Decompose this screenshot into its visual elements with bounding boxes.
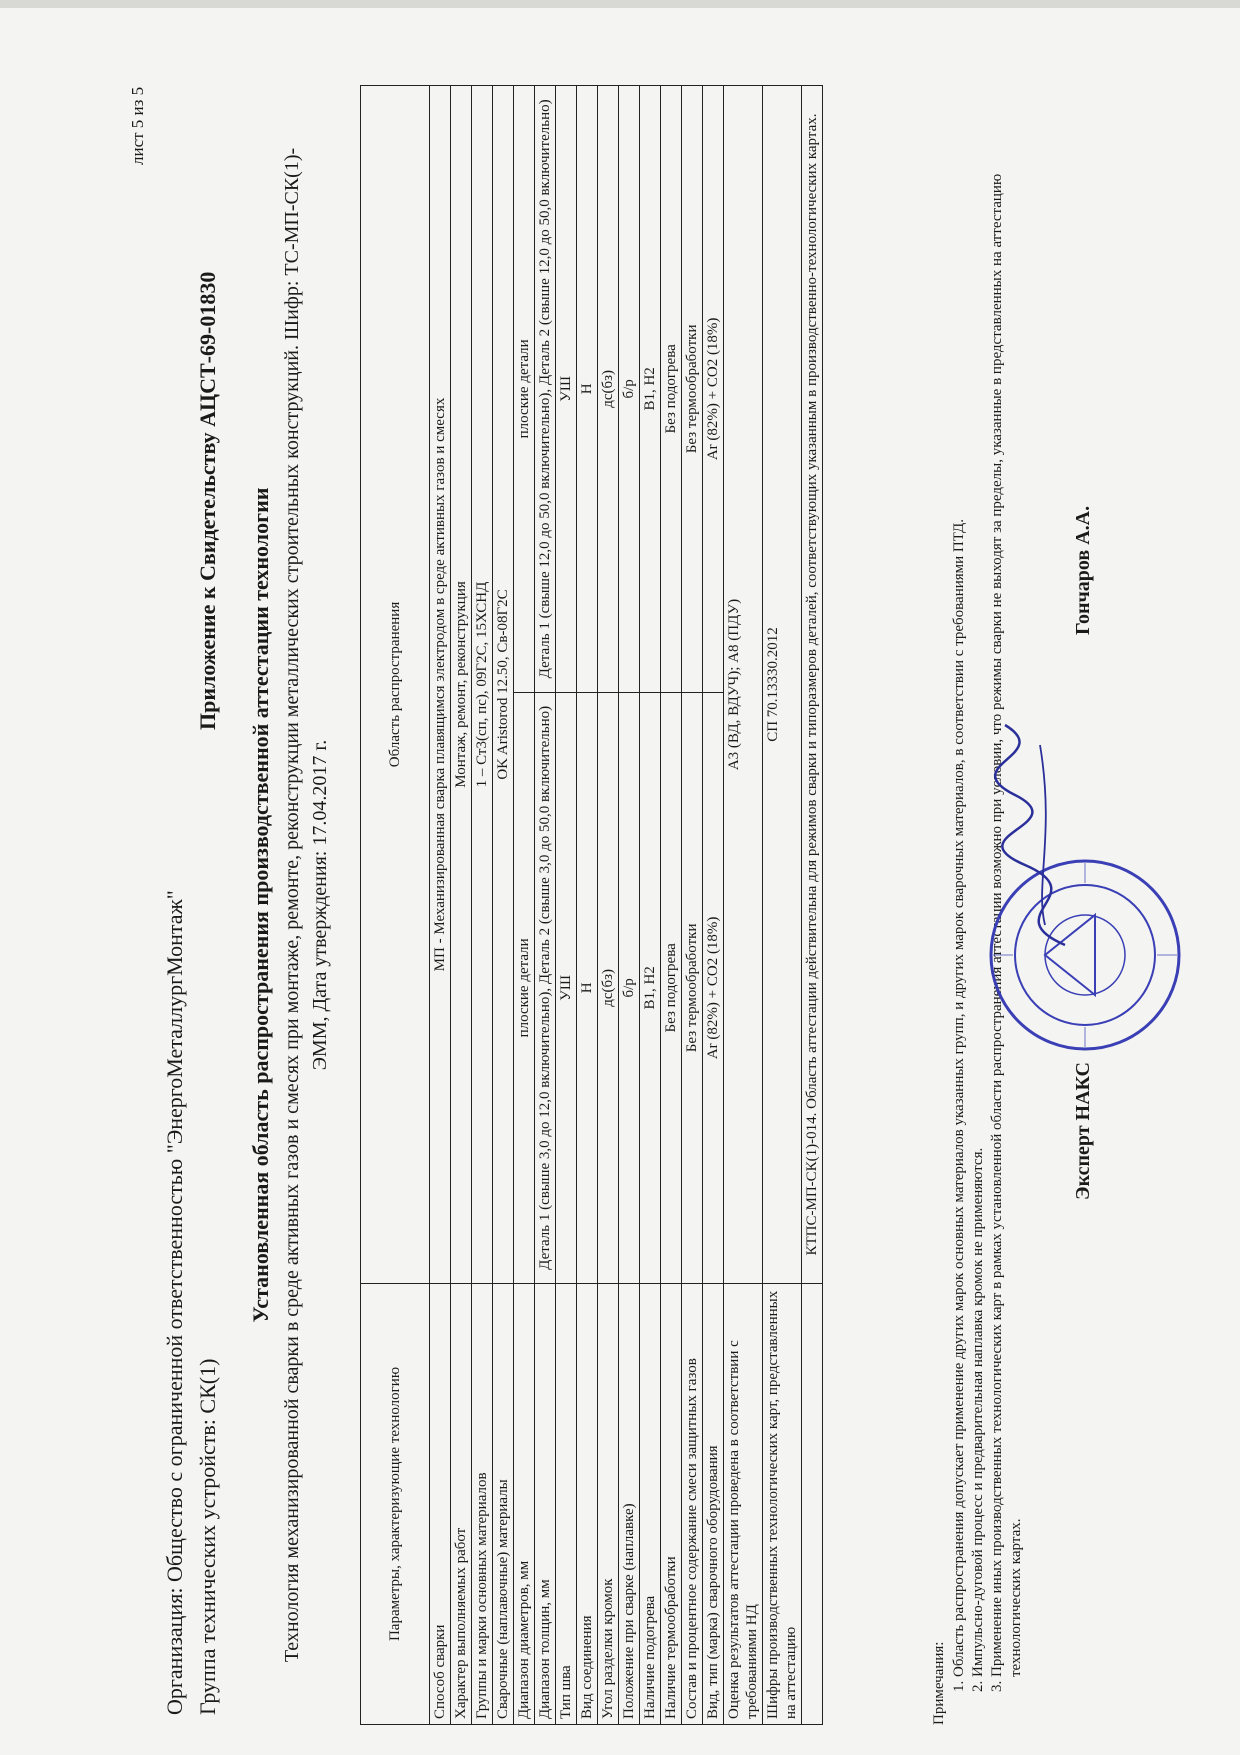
handwritten-signature bbox=[985, 715, 1100, 955]
row-value-left: Без подогрева bbox=[661, 692, 682, 1283]
notes-header: Примечания: bbox=[931, 1641, 947, 1725]
row-param: Тип шва bbox=[556, 1284, 577, 1725]
row-value-left: б/р bbox=[619, 692, 640, 1283]
table-row bbox=[598, 86, 619, 1725]
row-value-right: Без подогрева bbox=[661, 86, 682, 693]
row-param: Состав и процентное содержание смеси защитных газов bbox=[682, 1284, 703, 1725]
row-param: Характер выполняемых работ bbox=[451, 1284, 472, 1725]
row-value-right: В1, Н2 bbox=[640, 86, 661, 693]
table-row bbox=[451, 86, 472, 1725]
row-value: OK Aristorod 12.50, Св-08Г2С bbox=[493, 86, 514, 1284]
table-row bbox=[802, 86, 823, 1725]
row-value-left: Без термообработки bbox=[682, 692, 703, 1283]
row-value-right: дс(бз) bbox=[598, 86, 619, 693]
row-value-right: Деталь 1 (свыше 12,0 до 50,0 включительно), Деталь 2 (свыше 12,0 до 50,0 включительно) bbox=[535, 86, 556, 693]
table-row bbox=[493, 86, 514, 1725]
row-value-left: Деталь 1 (свыше 3,0 до 12,0 включительно), Деталь 2 (свыше 3,0 до 50,0 включительно) bbox=[535, 692, 556, 1283]
row-param: Наличие термообработки bbox=[661, 1284, 682, 1725]
row-param: Вид, тип (марка) сварочного оборудования bbox=[703, 1284, 724, 1725]
row-value-left: УШ bbox=[556, 692, 577, 1283]
row-value-right: б/р bbox=[619, 86, 640, 693]
note-item: 3. Применение иных производственных технологических карт в рамках установленной области распространения аттестации возможно при условии, что режимы сварки не выходят за пределы, указанные в представленных на аттестацию технологических картах. bbox=[988, 85, 1026, 1677]
row-value: СП 70.13330.2012 bbox=[763, 86, 802, 1284]
table-row bbox=[703, 86, 724, 1725]
table-row bbox=[577, 86, 598, 1725]
row-value-left: плоские детали bbox=[514, 692, 535, 1283]
document-subtitle: Технология механизированной сварки в среде активных газов и смесях при монтаже, ремонте, реконструкции металлических строительных конструкций. Шифр: ТС-МП-СК(1)-ЭММ, Дата утверждения: 17.04.2017 г. bbox=[281, 147, 331, 1663]
header-scope: Область распространения bbox=[361, 86, 430, 1284]
row-param: Группы и марки основных материалов bbox=[472, 1284, 493, 1725]
table-row bbox=[619, 86, 640, 1725]
row-value: А3 (ВД, ВДУЧ); А8 (ПДУ) bbox=[724, 86, 763, 1284]
row-value-right: Без термообработки bbox=[682, 86, 703, 693]
table-row bbox=[661, 86, 682, 1725]
row-param: Угол разделки кромок bbox=[598, 1284, 619, 1725]
scan-edge bbox=[0, 0, 1240, 8]
table-header-row bbox=[361, 86, 430, 1725]
row-value: КТПС-МП-СК(1)-014. Область аттестации действительна для режимов сварки и типоразмеров деталей, соответствующих указанным в производственно-технологических картах. bbox=[802, 86, 823, 1284]
row-param: Способ сварки bbox=[430, 1284, 451, 1725]
row-value: 1 – Ст3(сп, пс), 09Г2С, 15ХСНД bbox=[472, 86, 493, 1284]
row-param: Оценка результатов аттестации проведена в соответствии с требованиями НД bbox=[724, 1284, 763, 1725]
table-row bbox=[514, 86, 535, 1725]
row-param: Шифры производственных технологических карт, представленных на аттестацию bbox=[763, 1284, 802, 1725]
row-value: Монтаж, ремонт, реконструкция bbox=[451, 86, 472, 1284]
row-value-left: дс(бз) bbox=[598, 692, 619, 1283]
row-param: Сварочные (наплавочные) материалы bbox=[493, 1284, 514, 1725]
sheet-number: лист 5 из 5 bbox=[128, 86, 147, 165]
document-title: Установленная область распространения производственной аттестации технологии bbox=[248, 487, 273, 1323]
row-param: Положение при сварке (наплавке) bbox=[619, 1284, 640, 1725]
appendix-title: Приложение к Свидетельству АЦСТ-69-01830 bbox=[195, 271, 220, 730]
row-value-left: Н bbox=[577, 692, 598, 1283]
organization-line: Организация: Общество с ограниченной ответственностью "ЭнергоМеталлургМонтаж" bbox=[162, 890, 187, 1715]
row-value: МП - Механизированная сварка плавящимся электродом в среде активных газов и смесях bbox=[430, 86, 451, 1284]
rotated-document-page bbox=[0, 55, 1130, 1755]
table-row bbox=[430, 86, 451, 1725]
row-value-right: Н bbox=[577, 86, 598, 693]
row-value-right: плоские детали bbox=[514, 86, 535, 693]
table-row bbox=[724, 86, 763, 1725]
table-row bbox=[763, 86, 802, 1725]
row-value-right: УШ bbox=[556, 86, 577, 693]
row-param-empty bbox=[802, 1284, 823, 1725]
table-row bbox=[535, 86, 556, 1725]
row-param: Вид соединения bbox=[577, 1284, 598, 1725]
row-param: Диапазон диаметров, мм bbox=[514, 1284, 535, 1725]
scope-table bbox=[360, 85, 823, 1725]
row-value-right: Ar (82%) + CO2 (18%) bbox=[703, 86, 724, 693]
expert-name: Гончаров А.А. bbox=[1072, 505, 1094, 635]
device-group-line: Группа технических устройств: СК(1) bbox=[195, 1358, 220, 1715]
row-param: Диапазон толщин, мм bbox=[535, 1284, 556, 1725]
table-row bbox=[472, 86, 493, 1725]
row-value-left: В1, Н2 bbox=[640, 692, 661, 1283]
table-row bbox=[682, 86, 703, 1725]
row-value-left: Ar (82%) + CO2 (18%) bbox=[703, 692, 724, 1283]
note-item: 1. Область распространения допускает применение других марок основных материалов указанных групп, и других марок сварочных материалов, в соответствии с требованиями ПТД. bbox=[950, 85, 969, 1677]
table-row bbox=[640, 86, 661, 1725]
note-item: 2. Импульсно-дуговой процесс и предварительная наплавка кромок не применяются. bbox=[969, 85, 988, 1677]
expert-label: Эксперт НАКС bbox=[1072, 1062, 1094, 1200]
table-row bbox=[556, 86, 577, 1725]
row-param: Наличие подогрева bbox=[640, 1284, 661, 1725]
header-param: Параметры, характеризующие технологию bbox=[361, 1284, 430, 1725]
